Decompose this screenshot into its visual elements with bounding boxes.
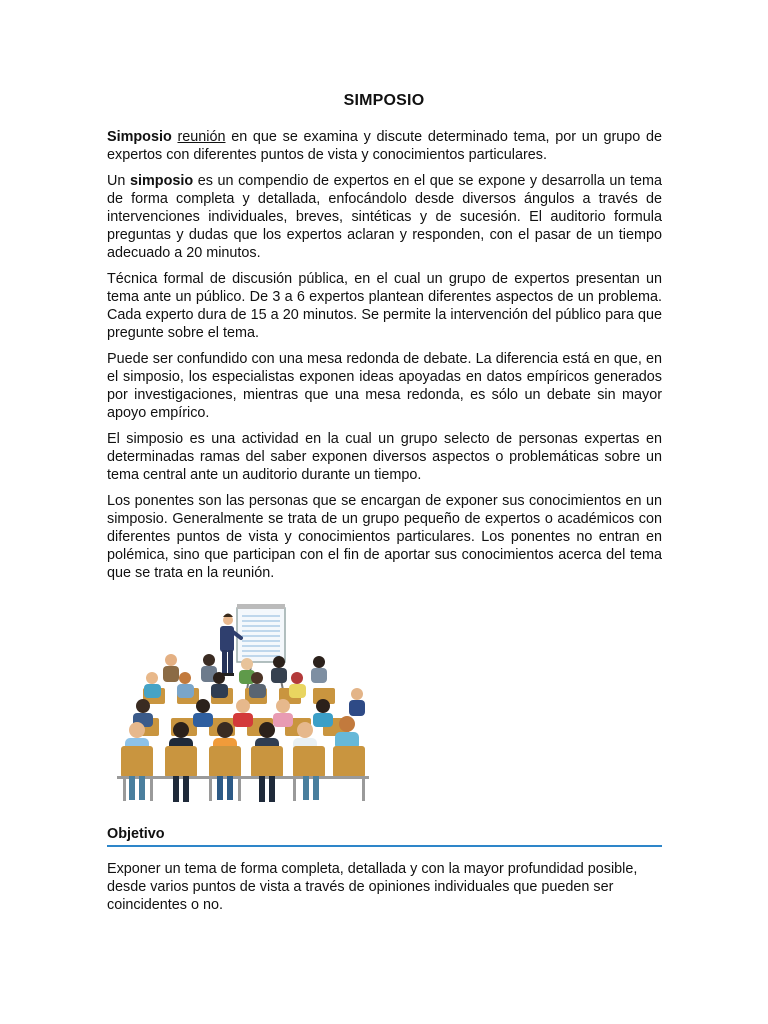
objetivo-heading: Objetivo	[107, 826, 662, 847]
audience-row-3	[133, 699, 349, 736]
paragraph-tecnica: Técnica formal de discusión pública, en el cual un grupo de expertos presentan un tema ante un público. De 3 a 6 expertos plantean diferentes aspectos de un problema. Cada experto dura de 15 a 20 minutos. Se permite la intervención del público para que pregunte sobre el tema.	[107, 271, 662, 341]
paragraph-ponentes: Los ponentes son las personas que se encargan de exponer sus conocimientos en un simposio. Generalmente se trata de un grupo pequeño de expertos o académicos con diferentes puntos de vista y conocimientos particulares. Los ponentes no entran en polémica, sino que participan con el fin de aportar sus conocimientos acerca del tema que se trata en la reunión.	[107, 493, 662, 581]
term-simposio-bold: simposio	[129, 173, 194, 189]
paragraph-compendio	[107, 172, 662, 262]
paragraph-actividad: El simposio es una actividad en la cual un grupo selecto de personas expertas en determinadas ramas del saber exponen diversos aspectos o problemáticas sobre un tema central ante un auditorio durante un tiempo.	[107, 431, 662, 483]
objetivo-text: Exponer un tema de forma completa, detallada y con la mayor profundidad posible, desde varios puntos de vista a través de opiniones individuales que pueden ser coincidentes o no.	[107, 861, 638, 913]
paragraph-compendio-lead: Un	[107, 173, 130, 189]
front-chairs	[117, 746, 369, 802]
paragraph-definition	[107, 128, 662, 164]
page-title: SIMPOSIO	[343, 92, 425, 109]
reunion-link[interactable]: reunión	[177, 129, 226, 145]
document-body	[107, 128, 662, 590]
symposium-audience-illustration	[107, 590, 389, 808]
paragraph-compendio-rest: es un compendio de expertos en el que se expone y desarrolla un tema de forma completa y detallada, enfocándolo desde diversos ángulos a través de intervenciones individuales, breves, sintéticas y de sucesión. El auditorio formula preguntas y dudas que los expertos aclaran y responden, con el pasar de un tiempo adecuado a 20 minutos.	[107, 173, 663, 261]
paragraph-mesa-redonda: Puede ser confundido con una mesa redonda de debate. La diferencia está en que, en el simposio, los especialistas exponen ideas apoyadas en datos empíricos generados por investigaciones, mientras que una mesa redonda, es sólo un debate sin mayor apoyo empírico.	[107, 351, 662, 421]
paragraph-definition-rest: en que se examina y discute determinado tema, por un grupo de expertos con diferentes puntos de vista y conocimientos particulares.	[107, 129, 662, 163]
term-simposio: Simposio	[107, 129, 172, 145]
